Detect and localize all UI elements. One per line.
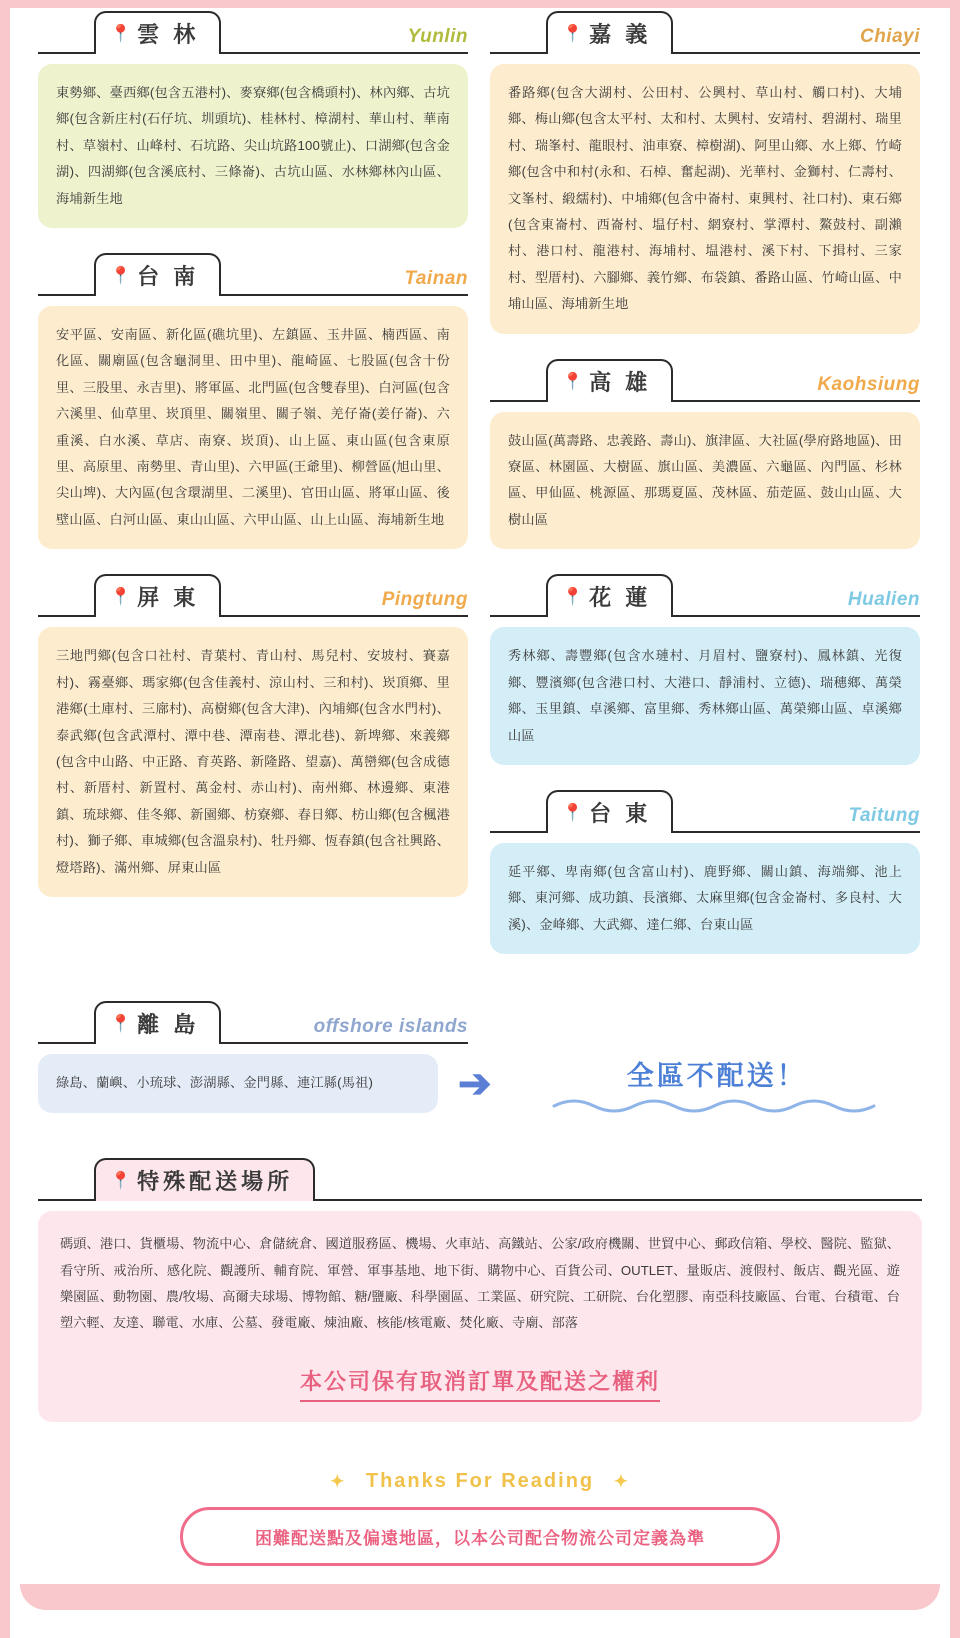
no-delivery-text: 全區不配送！ xyxy=(626,1061,807,1092)
region-tab-kaohsiung[interactable] xyxy=(546,359,673,402)
footer-note-pill: 困難配送點及偏遠地區，以本公司配合物流公司定義為準 xyxy=(180,1507,780,1566)
map-pin-icon: 📍 xyxy=(110,24,132,43)
region-body-tainan: 安平區、安南區、新化區(礁坑里)、左鎮區、玉井區、楠西區、南化區、關廟區(包含龜洞里、田中里)、龍崎區、七股區(包含十份里、三股里、永吉里)、將軍區、北門區(包含雙春里)、白河區(包含六溪里、仙草里、崁頂里、關嶺里、關子嶺、羌仔崙(姜仔崙)、六重溪、白水溪、草店、南寮、崁頂)、山上區、東山區(包含東原里、高原里、南勢里、青山里)、六甲區(王爺里)、柳營區(旭山里、尖山埤)、大內區(包含環湖里、二溪里)、官田山區、將軍山區、後壁山區、白河山區、東山山區、六甲山區、山上山區、海埔新生地 xyxy=(38,306,468,549)
cancel-rights-notice xyxy=(60,1365,900,1396)
section-header-special xyxy=(38,1155,922,1201)
region-title-zh: 台 東 xyxy=(589,800,652,826)
map-pin-icon: 📍 xyxy=(110,1014,132,1034)
section-header-hualien xyxy=(490,571,920,617)
region-body-kaohsiung: 鼓山區(萬壽路、忠義路、壽山)、旗津區、大社區(學府路地區)、田寮區、林園區、大樹區、旗山區、美濃區、六龜區、內門區、杉林區、甲仙區、桃源區、那瑪夏區、茂林區、茄萣區、鼓山山區、大樹山區 xyxy=(490,412,920,550)
sparkle-icon: ✦ xyxy=(330,1471,347,1491)
offshore-header-wrap xyxy=(38,998,468,1044)
region-columns xyxy=(20,8,940,976)
map-pin-icon: 📍 xyxy=(562,371,584,391)
no-delivery-banner xyxy=(512,1054,922,1113)
region-title-en: Chiayi xyxy=(859,26,920,47)
region-title-en: Taitung xyxy=(848,804,920,826)
section-taitung xyxy=(490,787,920,954)
bottom-bar xyxy=(20,1584,940,1610)
region-title-zh: 高 雄 xyxy=(589,369,652,395)
section-yunlin xyxy=(38,8,468,228)
region-body-hualien: 秀林鄉、壽豐鄉(包含水璉村、月眉村、鹽寮村)、鳳林鎮、光復鄉、豐濱鄉(包含港口村、大港口、靜浦村、立德)、瑞穗鄉、萬榮鄉、玉里鎮、卓溪鄉、富里鄉、秀林鄉山區、萬榮鄉山區、卓溪鄉山區 xyxy=(490,627,920,765)
region-title-zh: 花 蓮 xyxy=(589,585,652,611)
region-tab-special[interactable] xyxy=(94,1158,315,1201)
special-list: 碼頭、港口、貨櫃場、物流中心、倉儲統倉、國道服務區、機場、火車站、高鐵站、公家/政府機關、世貿中心、郵政信箱、學校、醫院、監獄、看守所、戒治所、感化院、觀護所、輔育院、軍營、軍事基地、地下街、購物中心、百貨公司、OUTLET、量販店、渡假村、飯店、觀光區、遊樂園區、動物園、農/牧場、高爾夫球場、博物館、糖/鹽廠、科學園區、工業區、研究院、工研院、台化塑膠、南亞科技廠區、台電、台積電、台塑六輕、友達、聯電、水庫、公墓、發電廠、煉油廠、核能/核電廠、焚化廠、寺廟、部落 xyxy=(60,1236,900,1331)
region-title-zh: 雲 林 xyxy=(137,22,200,47)
map-pin-icon: 📍 xyxy=(562,24,584,43)
region-body-taitung: 延平鄉、卑南鄉(包含富山村)、鹿野鄉、關山鎮、海端鄉、池上鄉、東河鄉、成功鎮、長濱鄉、太麻里鄉(包含金崙村、多良村、大溪)、金峰鄉、大武鄉、達仁鄉、台東山區 xyxy=(490,843,920,954)
section-hualien xyxy=(490,571,920,765)
region-title-en: Yunlin xyxy=(407,26,468,47)
section-special xyxy=(20,1133,940,1422)
section-header-pingtung xyxy=(38,571,468,617)
offshore-row xyxy=(38,1054,922,1113)
region-title-en: Tainan xyxy=(404,268,468,290)
left-column xyxy=(38,8,468,919)
section-kaohsiung xyxy=(490,356,920,550)
map-pin-icon: 📍 xyxy=(110,587,132,607)
region-tab-pingtung[interactable] xyxy=(94,574,221,617)
region-tab-yunlin[interactable] xyxy=(94,11,221,54)
thanks-text: Thanks For Reading xyxy=(365,1469,595,1492)
special-body xyxy=(38,1211,922,1422)
region-title-zh: 屏 東 xyxy=(137,585,200,611)
region-title-en: Hualien xyxy=(847,589,920,611)
wave-underline-icon xyxy=(552,1097,882,1113)
region-body-offshore: 綠島、蘭嶼、小琉球、澎湖縣、金門縣、連江縣(馬祖) xyxy=(38,1054,438,1112)
region-title-en: Pingtung xyxy=(381,589,468,611)
region-title-zh: 台 南 xyxy=(137,264,200,290)
region-title-zh: 離 島 xyxy=(137,1012,200,1038)
thanks-line xyxy=(20,1470,940,1493)
map-pin-icon: 📍 xyxy=(110,266,132,286)
region-tab-taitung[interactable] xyxy=(546,790,673,833)
region-title-en: offshore islands xyxy=(313,1016,468,1038)
map-pin-icon: 📍 xyxy=(562,587,584,607)
region-tab-offshore[interactable] xyxy=(94,1001,221,1044)
cancel-rights-text: 本公司保有取消訂單及配送之權利 xyxy=(300,1369,660,1402)
map-pin-icon: 📍 xyxy=(562,802,584,822)
region-title-en: Kaohsiung xyxy=(817,373,920,395)
section-header-offshore xyxy=(38,998,468,1044)
map-pin-icon: 📍 xyxy=(110,1171,132,1191)
region-tab-hualien[interactable] xyxy=(546,574,673,617)
section-offshore xyxy=(20,976,940,1113)
sparkle-icon: ✦ xyxy=(613,1471,630,1491)
section-tainan xyxy=(38,250,468,549)
region-body-chiayi: 番路鄉(包含大湖村、公田村、公興村、草山村、觸口村)、大埔鄉、梅山鄉(包含太平村、太和村、太興村、安靖村、碧湖村、瑞里村、瑞峯村、龍眼村、油車寮、樟樹湖)、阿里山鄉、水上鄉、竹崎鄉(包含中和村(永和、石棹、奮起湖)、光華村、金獅村、仁壽村、文峯村、緞繻村)、中埔鄉(包含中崙村、東興村、社口村)、東石鄉(包含東崙村、西崙村、塭仔村、網寮村、掌潭村、鰲鼓村、副瀨村、港口村、龍港村、海埔村、塭港村、溪下村、下揖村、三家村、型厝村)、六腳鄉、義竹鄉、布袋鎮、番路山區、竹崎山區、中埔山區、海埔新生地 xyxy=(490,64,920,334)
region-title-zh: 特殊配送場所 xyxy=(137,1169,294,1195)
region-body-yunlin: 東勢鄉、臺西鄉(包含五港村)、麥寮鄉(包含橋頭村)、林內鄉、古坑鄉(包含新庄村(石仔坑、圳頭坑)、桂林村、樟湖村、華山村、華南村、草嶺村、山峰村、石坑路、尖山坑路100號止)、口湖鄉(包含金湖)、四湖鄉(包含溪底村、三條崙)、古坑山區、水林鄉林內山區、海埔新生地 xyxy=(38,64,468,228)
region-tab-chiayi[interactable] xyxy=(546,11,673,54)
section-header-kaohsiung xyxy=(490,356,920,402)
section-header-tainan xyxy=(38,250,468,296)
region-tab-tainan[interactable] xyxy=(94,253,221,296)
section-header-chiayi xyxy=(490,8,920,54)
section-header-yunlin xyxy=(38,8,468,54)
section-pingtung xyxy=(38,571,468,897)
region-title-zh: 嘉 義 xyxy=(589,22,652,47)
section-chiayi xyxy=(490,8,920,334)
section-header-taitung xyxy=(490,787,920,833)
right-column xyxy=(490,8,920,976)
region-body-pingtung: 三地門鄉(包含口社村、青葉村、青山村、馬兒村、安坡村、賽嘉村)、霧臺鄉、瑪家鄉(包含佳義村、涼山村、三和村)、崁頂鄉、里港鄉(土庫村、三廍村)、高樹鄉(包含大津)、內埔鄉(包含水門村)、泰武鄉(包含武潭村、潭中巷、潭南巷、潭北巷)、新埤鄉、來義鄉(包含中山路、中正路、育英路、新隆路、望嘉)、萬巒鄉(包含成德村、新厝村、新置村、萬金村、赤山村)、南州鄉、林邊鄉、東港鎮、琉球鄉、佳冬鄉、新園鄉、枋寮鄉、春日鄉、枋山鄉(包含楓港村)、獅子鄉、車城鄉(包含溫泉村)、牡丹鄉、恆春鎮(包含社興路、燈塔路)、滿州鄉、屏東山區 xyxy=(38,627,468,897)
arrow-right-icon: ➔ xyxy=(458,1061,492,1106)
